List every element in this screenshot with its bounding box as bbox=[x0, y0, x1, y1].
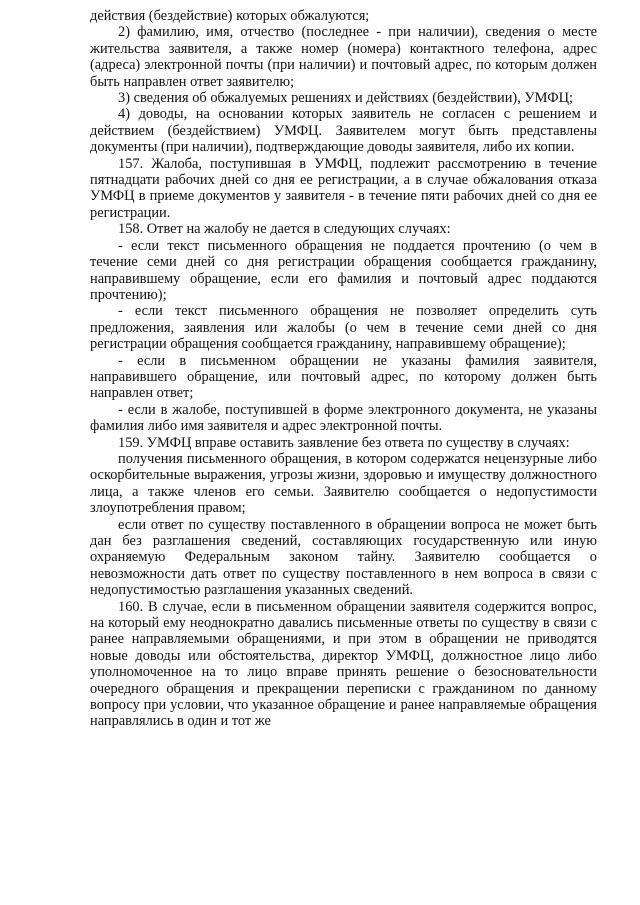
paragraph-158-case-1: - если текст письменного обращения не поддается прочтению (о чем в течение семи дней со дня регистрации обращения сообщается гражданину, направившему обращение, если его фамилия и почтовый адрес поддаются прочтению); bbox=[90, 237, 597, 303]
paragraph-158-case-2: - если текст письменного обращения не позволяет определить суть предложения, заявления или жалобы (о чем в течение семи дней со дня регистрации обращения сообщается гражданину, направившему обращение); bbox=[90, 303, 597, 353]
paragraph-159: 159. УМФЦ вправе оставить заявление без ответа по существу в случаях: bbox=[118, 434, 570, 451]
paragraph-item-3: 3) сведения об обжалуемых решениях и действиях (бездействии), УМФЦ; bbox=[118, 90, 573, 107]
paragraph-item-4: 4) доводы, на основании которых заявитель не согласен с решением и действием (бездействием) УМФЦ. Заявителем могут быть представлены документы (при наличии), подтверждающие доводы заявителя, либо их копии. bbox=[90, 106, 597, 156]
paragraph-158: 158. Ответ на жалобу не дается в следующих случаях: bbox=[118, 221, 451, 238]
paragraph-160: 160. В случае, если в письменном обращении заявителя содержится вопрос, на который ему неоднократно давались письменные ответы по существу в связи с ранее направляемыми обращениями, и при этом в обращении не приводятся новые доводы или обстоятельства, директор УМФЦ, должностное лицо либо уполномоченное на то лицо вправе принять решение о безосновательности очередного обращения и прекращении переписки с гражданином по данному вопросу при условии, что указанное обращение и ранее направляемые обращения направлялись в один и тот же bbox=[90, 598, 597, 730]
paragraph-continuation: действия (бездействие) которых обжалуются; bbox=[90, 8, 370, 24]
paragraph-158-case-3: - если в письменном обращении не указаны фамилия заявителя, направившего обращение, или почтовый адрес, по которому должен быть направлен ответ; bbox=[90, 352, 597, 402]
paragraph-157: 157. Жалоба, поступившая в УМФЦ, подлежит рассмотрению в течение пятнадцати рабочих дней со дня ее регистрации, а в случае обжалования отказа УМФЦ в приеме документов у заявителя - в течение пяти рабочих дней со дня ее регистрации. bbox=[90, 155, 597, 221]
paragraph-158-case-4: - если в жалобе, поступившей в форме электронного документа, не указаны фамилия либо имя заявителя и адрес электронной почты. bbox=[90, 401, 597, 435]
paragraph-item-2: 2) фамилию, имя, отчество (последнее - при наличии), сведения о месте жительства заявителя, а также номер (номера) контактного телефона, адрес (адреса) электронной почты (при наличии) и почтовый адрес, по которым должен быть направлен ответ заявителю; bbox=[90, 24, 597, 90]
paragraph-159-case-2: если ответ по существу поставленного в обращении вопроса не может быть дан без разглашения сведений, составляющих государственную или иную охраняемую Федеральным законом тайну. Заявителю сообщается о невозможности дать ответ по существу поставленного в нем вопроса в связи с недопустимостью разглашения указанных сведений. bbox=[90, 516, 597, 599]
paragraph-159-case-1: получения письменного обращения, в котором содержатся нецензурные либо оскорбительные выражения, угрозы жизни, здоровью и имуществу должностного лица, а также членов его семьи. Заявителю сообщается о недопустимости злоупотребления правом; bbox=[90, 450, 597, 517]
document-body bbox=[90, 8, 597, 730]
